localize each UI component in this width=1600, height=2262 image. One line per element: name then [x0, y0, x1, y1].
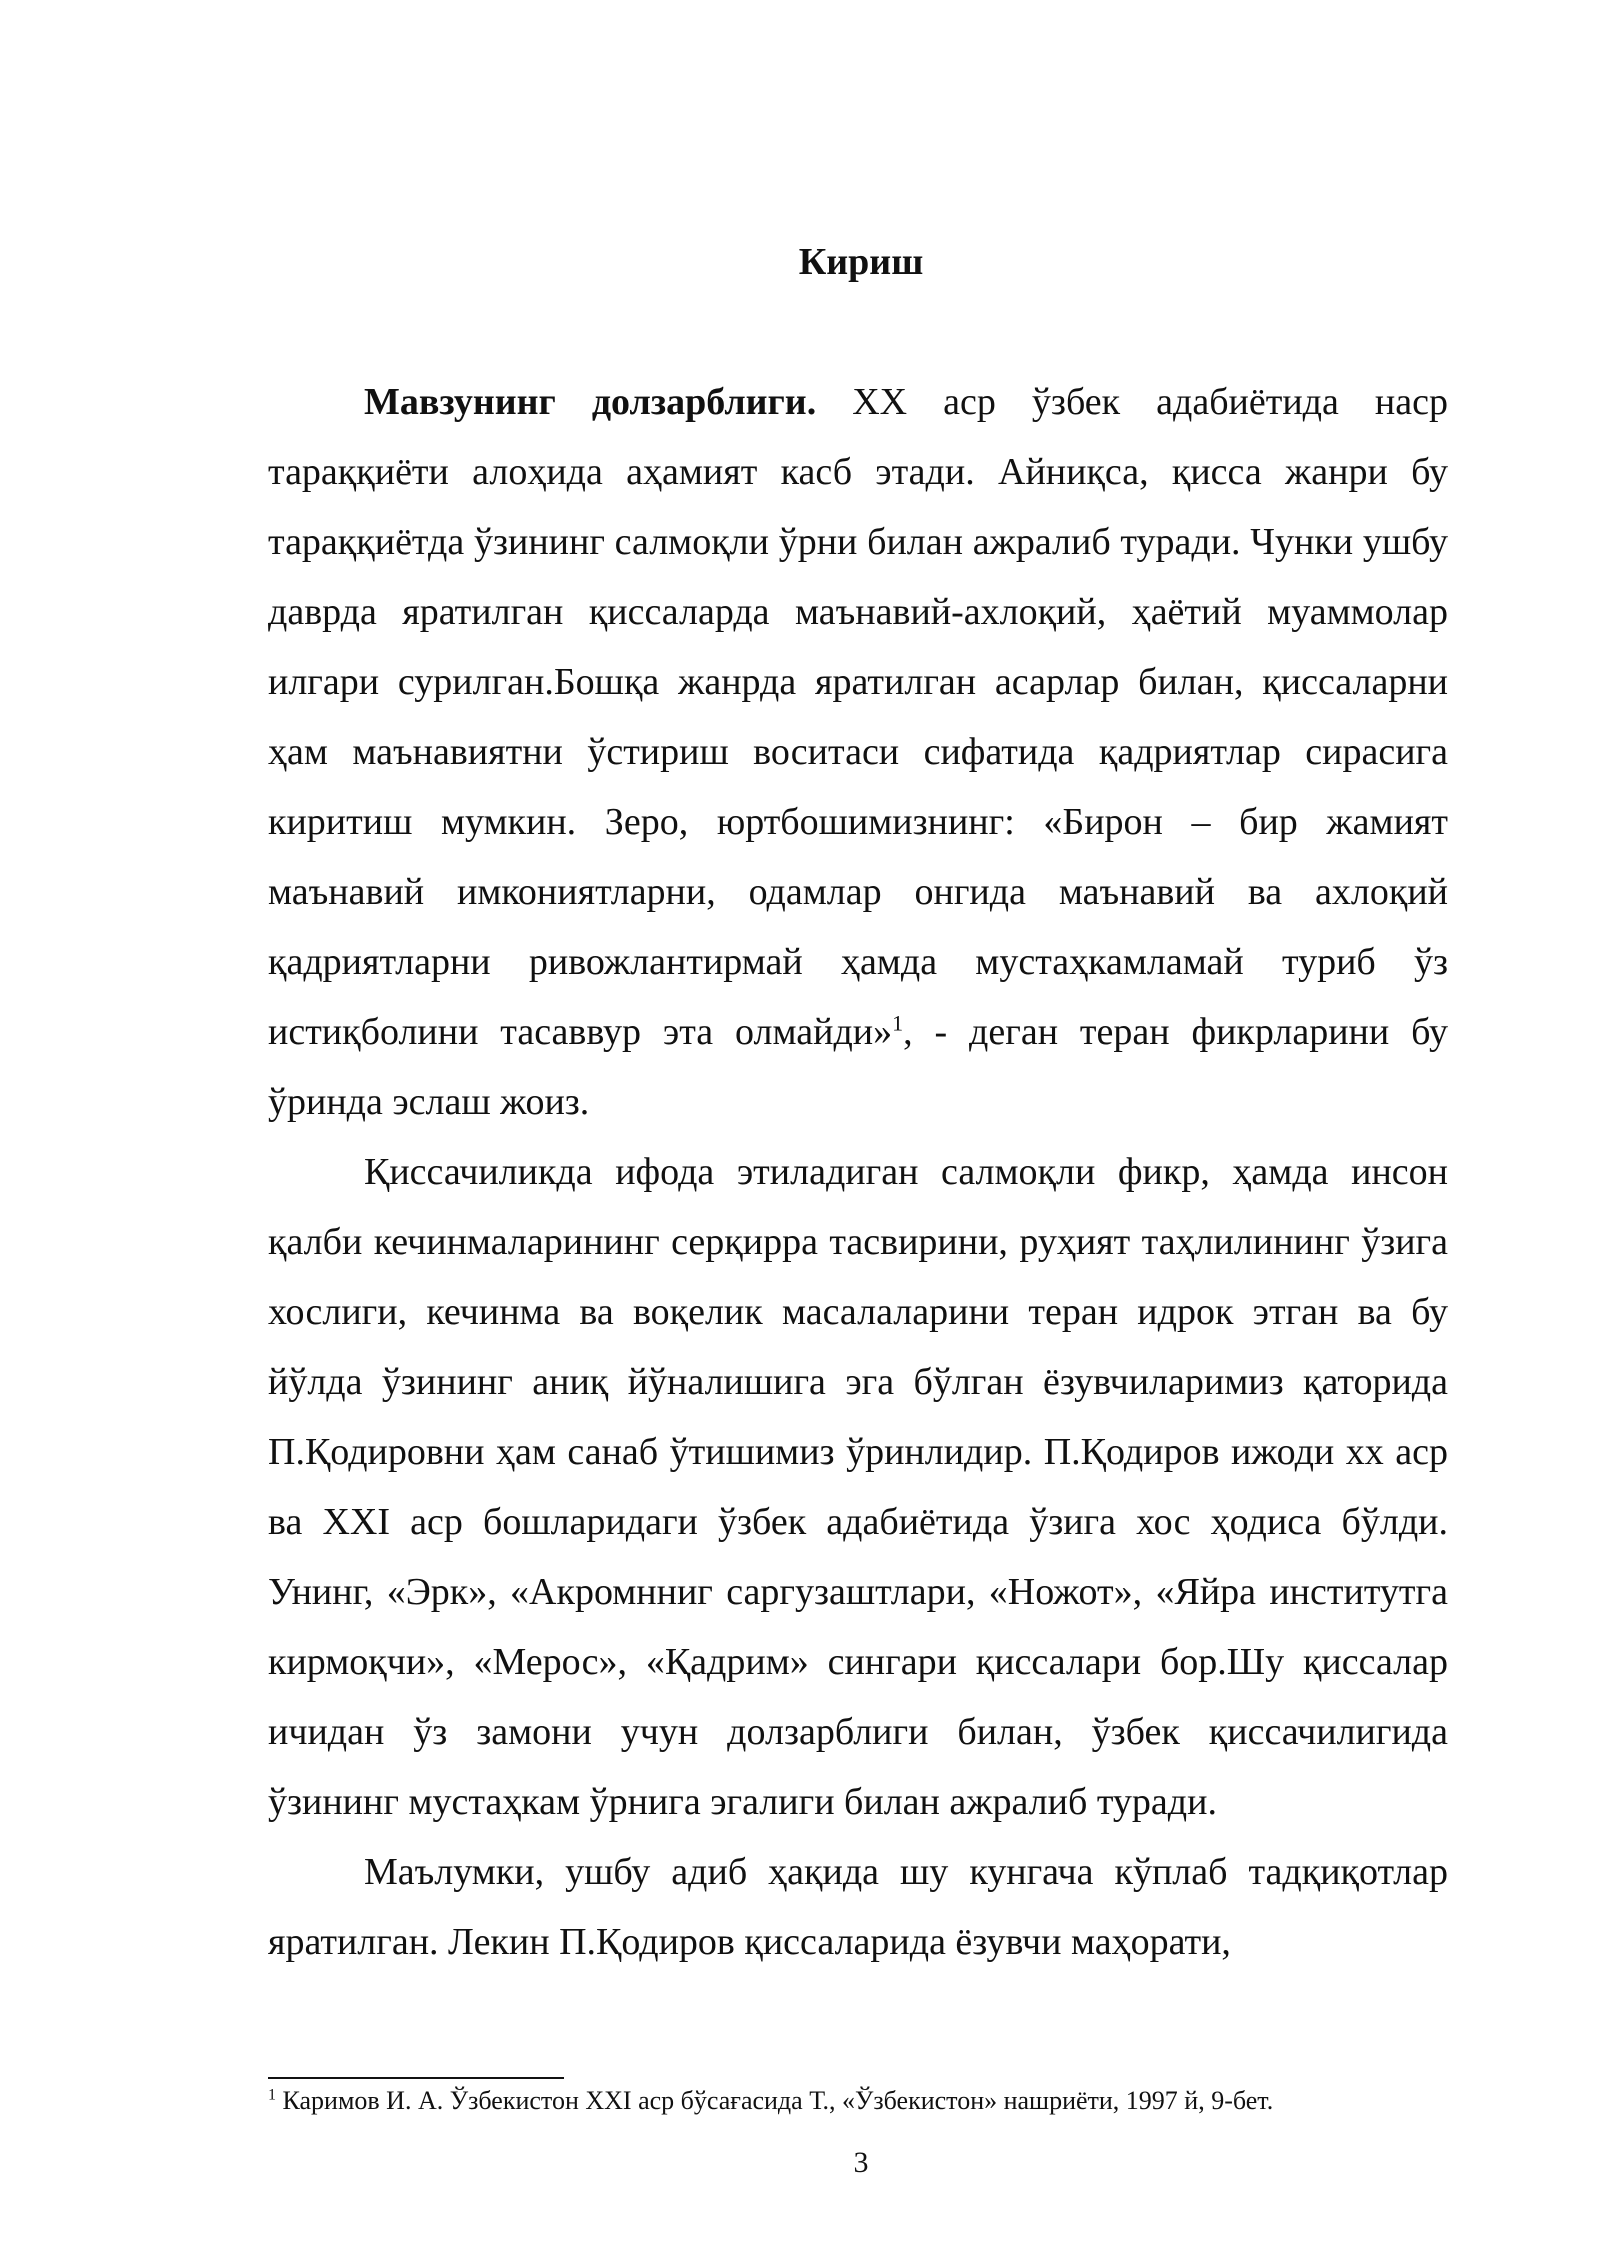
page-number: 3	[853, 2146, 869, 2179]
body-text	[268, 367, 1448, 1977]
footnote-text: Каримов И. А. Ўзбекистон XXI аср бўсағасида Т., «Ўзбекистон» нашриёти, 1997 й, 9-бет.	[276, 2086, 1274, 2115]
paragraph-1-tail: , - деган теран фикрларини бу ўринда эслаш жоиз.	[268, 1011, 1448, 1123]
footnote	[268, 2084, 1448, 2118]
paragraph-3: Маълумки, ушбу адиб ҳақида шу кунгача кўплаб тадқиқотлар яратилган. Лекин П.Қодиров қиссаларида ёзувчи маҳорати,	[268, 1851, 1448, 1963]
paragraph-lead: Мавзунинг долзарблиги.	[364, 381, 817, 423]
footnote-number: 1	[268, 2086, 276, 2104]
paragraph-2: Қиссачиликда ифода этиладиган салмоқли фикр, ҳамда инсон қалби кечинмаларининг серқирра тасвирини, руҳият таҳлилининг ўзига хослиги, кечинма ва воқелик масалаларини теран идрок этган ва бу йўлда ўзининг аниқ йўналишига эга бўлган ёзувчиларимиз қаторида П.Қодировни ҳам санаб ўтишимиз ўринлидир. П.Қодиров ижоди xx аср ва XXI аср бошларидаги ўзбек адабиётида ўзига хос ҳодиса бўлди. Унинг, «Эрк», «Акромнниг саргузаштлари, «Ножот», «Яйра институтга кирмоқчи», «Мерос», «Қадрим» сингари қиссалари бор.Шу қиссалар ичидан ўз замони учун долзарблиги билан, ўзбек қиссачилигида ўзининг мустаҳкам ўрнига эгалиги билан ажралиб туради.	[268, 1151, 1448, 1823]
footnote-separator	[268, 2077, 564, 2079]
footnote-reference[interactable]: 1	[892, 1010, 904, 1036]
paragraph-1-text: XX аср ўзбек адабиётида наср тараққиёти алоҳида аҳамият касб этади. Айниқса, қисса жанри бу тараққиётда ўзининг салмоқли ўрни билан ажралиб туради. Чунки ушбу даврда яратилган қиссаларда маънавий-ахлоқий, ҳаётий муаммолар илгари сурилган.Бошқа жанрда яратилган асарлар билан, қиссаларни ҳам маънавиятни ўстириш воситаси сифатида қадриятлар сирасига киритиш мумкин. Зеро, юртбошимизнинг: «Бирон – бир жамият маънавий имкониятларни, одамлар онгида маънавий ва ахлоқий қадриятларни ривожлантирмай ҳамда мустаҳкамламай туриб ўз истиқболини тасаввур эта олмайди»	[268, 381, 1448, 1053]
page-title: Кириш	[798, 241, 924, 283]
paragraph-1	[268, 367, 1448, 1137]
